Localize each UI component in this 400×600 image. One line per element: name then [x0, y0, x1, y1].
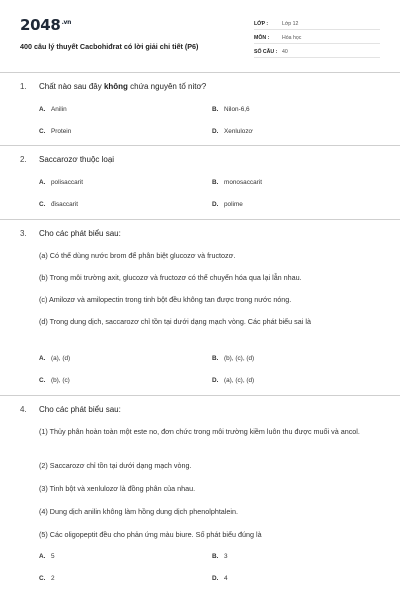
option-a[interactable]: A. 5 [39, 553, 55, 560]
question-text: Cho các phát biểu sau: [39, 405, 121, 414]
statement-d: (d) Trong dung dịch, saccarozơ chỉ tồn tại dưới dạng mạch vòng. Các phát biểu sai là [39, 317, 311, 326]
statement-1: (1) Thủy phân hoàn toàn một este no, đơn chức trong môi trường kiềm luôn thu được muối và ancol. [39, 427, 360, 436]
question-text: Cho các phát biểu sau: [39, 229, 121, 238]
statement-c: (c) Amilozơ và amilopectin trong tinh bột đều không tan được trong nước nóng. [39, 295, 292, 304]
statement-b: (b) Trong môi trường axit, glucozơ và fructozơ có thể chuyển hóa qua lại lẫn nhau. [39, 273, 302, 282]
option-b[interactable]: B. monosaccarit [212, 179, 263, 186]
divider [0, 219, 400, 220]
question-text: Saccarozơ thuộc loại [39, 155, 115, 164]
option-a[interactable]: A. Anilin [39, 106, 67, 113]
statement-5: (5) Các oligopeptit đều cho phản ứng màu biure. Số phát biểu đúng là [39, 530, 262, 539]
site-logo[interactable]: $2048^{.vn}$ [20, 16, 72, 34]
question-4: 4. Cho các phát biểu sau: [20, 405, 121, 414]
option-c[interactable]: C. 2 [39, 575, 55, 582]
option-c[interactable]: C. đisaccarit [39, 201, 78, 208]
option-c[interactable]: C. Protein [39, 128, 72, 135]
meta-row-count: SỐ CÂU : 40 [254, 44, 380, 58]
option-a[interactable]: A. polisaccarit [39, 179, 83, 186]
option-a[interactable]: A. (a), (d) [39, 355, 71, 362]
question-3: 3. Cho các phát biểu sau: [20, 229, 121, 238]
question-1: 1. Chất nào sau đây không chứa nguyên tố nitơ? [20, 82, 207, 91]
statement-2: (2) Saccarozơ chỉ tồn tại dưới dạng mạch vòng. [39, 461, 192, 470]
option-b[interactable]: B. 3 [212, 553, 228, 560]
question-2: 2. Saccarozơ thuộc loại [20, 155, 115, 164]
divider [0, 72, 400, 73]
statement-3: (3) Tinh bột và xenlulozơ là đồng phân của nhau. [39, 484, 196, 493]
option-d[interactable]: D. polime [212, 201, 243, 208]
option-c[interactable]: C. (b), (c) [39, 377, 70, 384]
option-b[interactable]: B. Nilon-6,6 [212, 106, 250, 113]
statement-4: (4) Dung dịch anilin không làm hồng dung dịch phenolphtalein. [39, 507, 238, 516]
question-text: Chất nào sau đây không chứa nguyên tố nitơ? [39, 82, 207, 91]
page-header [20, 14, 380, 62]
option-b[interactable]: B. (b), (c), (d) [212, 355, 255, 362]
divider [0, 395, 400, 396]
meta-info [254, 16, 380, 58]
meta-row-class: LỚP : Lớp 12 [254, 16, 380, 30]
divider [0, 145, 400, 146]
option-d[interactable]: D. Xenlulozơ [212, 128, 253, 135]
document-title: 400 câu lý thuyết Cacbohiđrat có lời giải chi tiết (P6) [20, 42, 199, 51]
meta-row-subject: MÔN : Hóa học [254, 30, 380, 44]
option-d[interactable]: D. (a), (c), (d) [212, 377, 255, 384]
option-d[interactable]: D. 4 [212, 575, 228, 582]
statement-a: (a) Có thể dùng nước brom để phân biệt glucozơ và fructozơ. [39, 251, 236, 260]
